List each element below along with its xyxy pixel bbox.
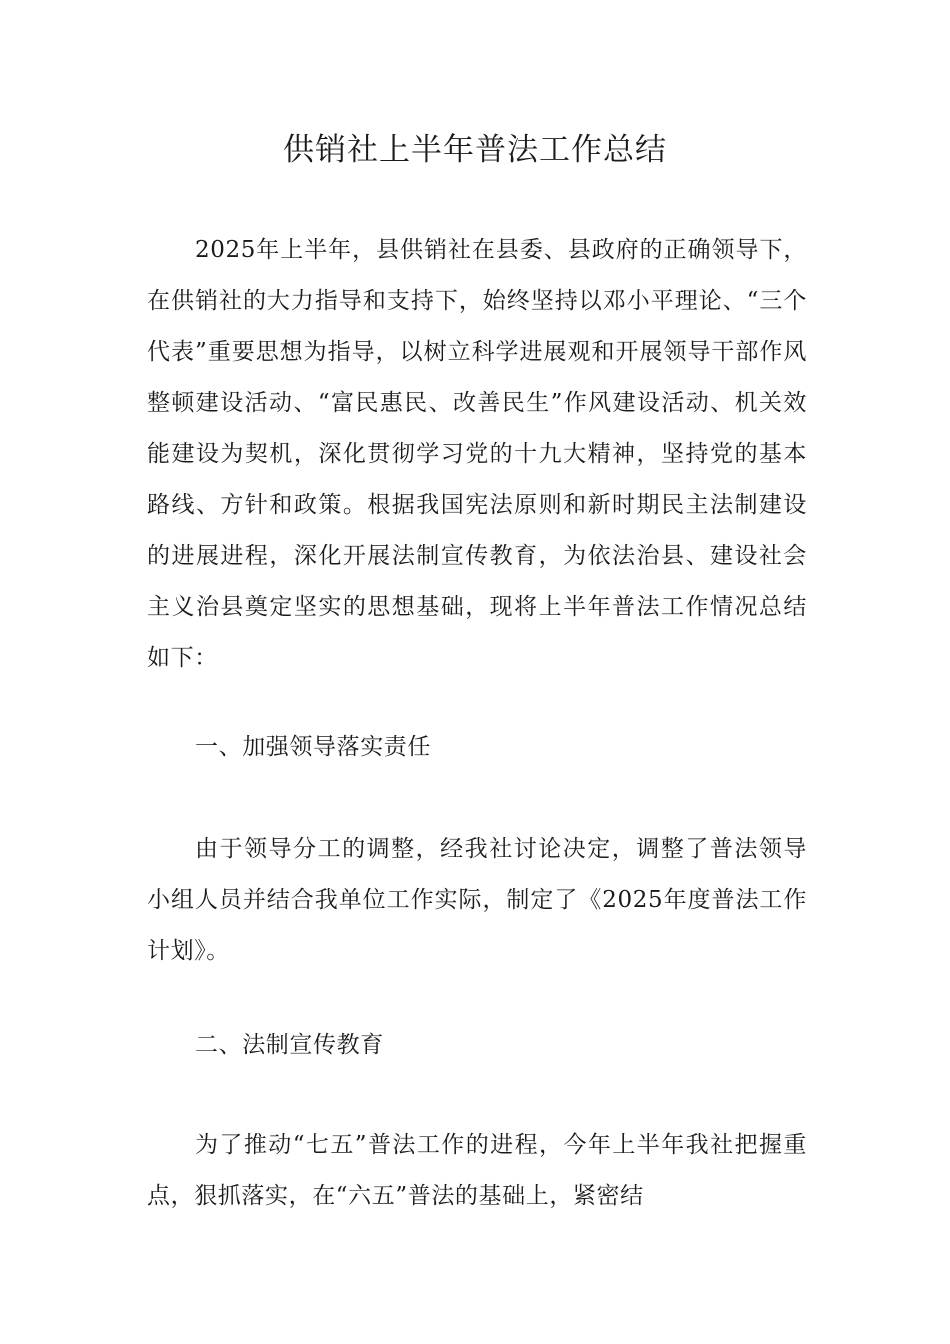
section-1-paragraph: 由于领导分工的调整，经我社讨论决定，调整了普法领导小组人员并结合我单位工作实际，制定了《2025年度普法工作计划》。 [147, 836, 807, 964]
section-heading-1: 一、加强领导落实责任 [195, 734, 431, 760]
section-heading-2: 二、法制宣传教育 [195, 1032, 384, 1058]
section-2-paragraph: 为了推动“七五”普法工作的进程，今年上半年我社把握重点，狠抓落实，在“六五”普法的基础上，紧密结 [147, 1132, 807, 1209]
intro-paragraph: 2025年上半年，县供销社在县委、县政府的正确领导下，在供销社的大力指导和支持下，始终坚持以邓小平理论、“三个代表”重要思想为指导，以树立科学进展观和开展领导干部作风整顿建设活动、“富民惠民、改善民生”作风建设活动、机关效能建设为契机，深化贯彻学习党的十九大精神，坚持党的基本路线、方针和政策。根据我国宪法原则和新时期民主法制建设的进展进程，深化开展法制宣传教育，为依法治县、建设社会主义治县奠定坚实的思想基础，现将上半年普法工作情况总结如下： [147, 237, 807, 671]
document-title: 供销社上半年普法工作总结 [283, 132, 667, 168]
